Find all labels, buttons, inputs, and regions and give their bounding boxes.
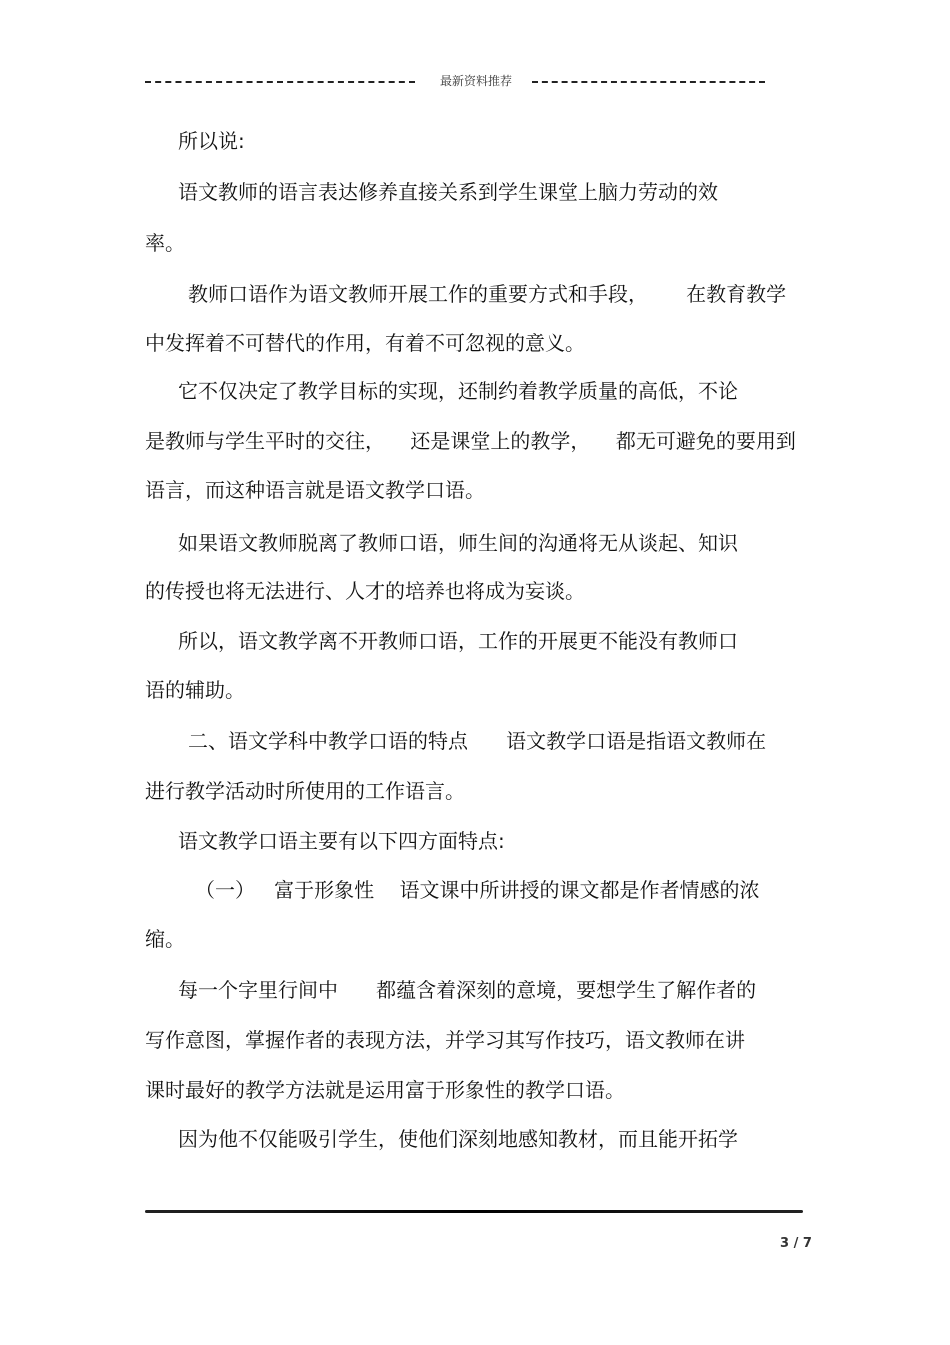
text-line: 缩。: [145, 927, 185, 951]
text-line: 语的辅助。: [145, 678, 245, 702]
text-line: 中发挥着不可替代的作用，有着不可忽视的意义。: [145, 331, 585, 355]
text-line: 二、语文学科中教学口语的特点 语文教学口语是指语文教师在: [188, 729, 767, 753]
text-line: （一） 富于形象性 语文课中所讲授的课文都是作者情感的浓: [195, 878, 760, 902]
text-line: 如果语文教师脱离了教师口语，师生间的沟通将无从谈起、知识: [178, 531, 738, 555]
text-line: 语言，而这种语言就是语文教学口语。: [145, 478, 485, 502]
page-header: [145, 72, 765, 90]
header-dashed-rule-left: [145, 81, 415, 83]
text-line: 的传授也将无法进行、人才的培养也将成为妄谈。: [145, 579, 585, 603]
text-line: 每一个字里行间中 都蕴含着深刻的意境，要想学生了解作者的: [178, 978, 757, 1002]
text-line: 语文教学口语主要有以下四方面特点:: [178, 829, 505, 853]
header-title: 最新资料推荐: [440, 74, 513, 88]
text-line: 率。: [145, 231, 185, 255]
text-line: 写作意图，掌握作者的表现方法，并学习其写作技巧，语文教师在讲: [145, 1028, 745, 1052]
text-line: 语文教师的语言表达修养直接关系到学生课堂上脑力劳动的效: [178, 180, 718, 204]
text-line: 所以，语文教学离不开教师口语，工作的开展更不能没有教师口: [178, 629, 738, 653]
page-number: 3 / 7: [780, 1236, 812, 1251]
header-dashed-rule-right: [532, 81, 765, 83]
text-line: 课时最好的教学方法就是运用富于形象性的教学口语。: [145, 1078, 625, 1102]
text-line: 是教师与学生平时的交往， 还是课堂上的教学， 都无可避免的要用到: [145, 429, 796, 453]
text-line: 进行教学活动时所使用的工作语言。: [145, 779, 465, 803]
text-line: 因为他不仅能吸引学生，使他们深刻地感知教材，而且能开拓学: [178, 1127, 738, 1151]
footer-rule: [145, 1210, 803, 1213]
text-line: 教师口语作为语文教师开展工作的重要方式和手段， 在教育教学: [188, 282, 787, 306]
text-line: 所以说:: [178, 129, 245, 153]
text-line: 它不仅决定了教学目标的实现，还制约着教学质量的高低，不论: [178, 379, 738, 403]
